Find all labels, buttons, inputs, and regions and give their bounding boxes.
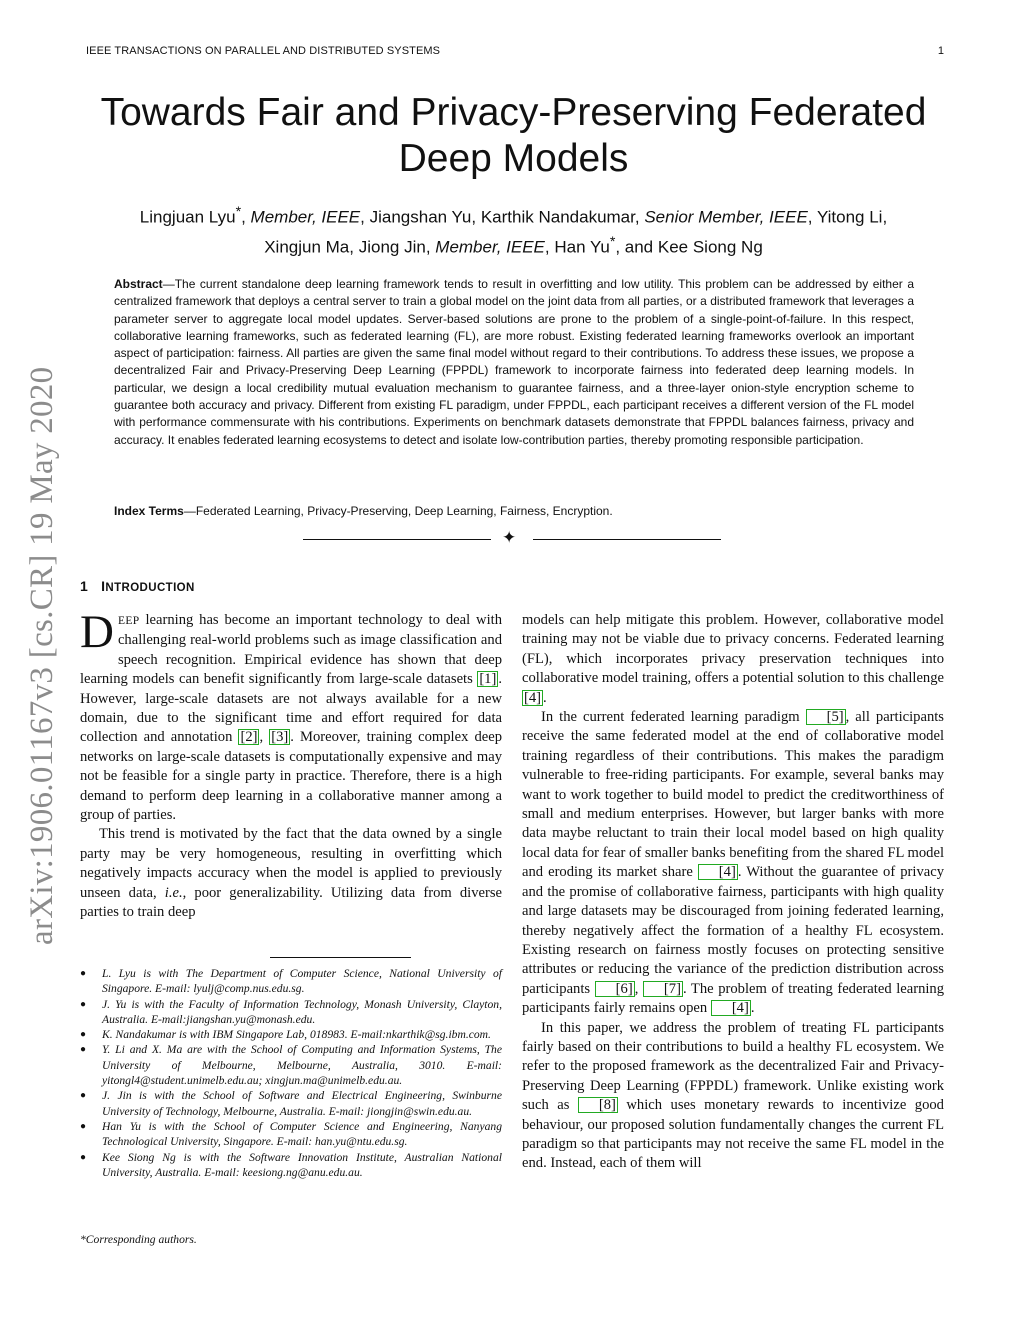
citation-link[interactable]: [5] [806,709,846,725]
footnote-text: Han Yu is with the School of Computer Science and Engineering, Nanyang Technological University, Singapore. E-mail: han.yu@ntu.edu.sg. [102,1119,502,1149]
footnote-item [80,1088,502,1119]
index-terms-label: Index Terms [114,504,184,518]
text-run: models can help mitigate this problem. However, collaborative model training may not be viable due to privacy concerns. Federated learning (FL), which incorporates privacy preservation techniques into collaborative model training, offers a potential solution to this challenge [522,612,944,687]
footnote-text: K. Nandakumar is with IBM Singapore Lab, 018983. E-mail:nkarthik@sg.ibm.com. [102,1028,491,1042]
footnote-text: Y. Li and X. Ma are with the School of Computing and Information Systems, The University of Melbourne, Melbourne, Australia, 3010. E-mail: yitongl4@student.unimelb.edu.au; xingjun.ma@unimelb.edu.au. [102,1043,502,1088]
author-name: Lingjuan Lyu [139,207,236,227]
arxiv-stamp: arXiv:1906.01167v3 [cs.CR] 19 May 2020 [24,366,60,945]
author-name: Jiangshan Yu [369,207,472,227]
author-role: Member, IEEE [435,237,545,257]
text-run: In this paper, we address the problem of treating FL participants fairly based on their contributions to build a healthy FL ecosystem. We refer to the proposed framework as the decentralized Fair and Privacy-Preserving Deep Learning (FPPDL) framework. Unlike existing work such as [522,1019,944,1114]
index-terms-text: Federated Learning, Privacy-Preserving, Deep Learning, Fairness, Encryption. [195,504,613,518]
intro-paragraph-3 [522,611,944,708]
bullet-icon: ● [80,968,87,979]
author-name: Xingjun Ma [264,237,350,257]
abstract: Abstract—The current standalone deep learning framework tends to result in overfitting and low utility. This problem can be addressed by either a centralized framework that deploys a central server to train a global model on the joint data from all parties, or a distributed framework that leverages a parameter server to aggregate local model updates. Server-based solutions are prone to the problem of a single-point-of-failure. In this respect, collaborative learning frameworks, such as federated learning (FL), are more robust. Existing federated learning frameworks overlook an important aspect of participation: fairness. All parties are given the same final model without regard to their contributions. To address these issues, we propose a decentralized Fair and Privacy-Preserving Deep Learning (FPPDL) framework to incorporate fairness into federated deep learning models. In particular, we design a local credibility mutual evaluation mechanism to guarantee fairness, and a three-layer onion-style encryption scheme to guarantee both accuracy and privacy. Different from existing FL paradigm, under FPPDL, each participant receives a different version of the FL model with performance commensurate with his contributions. Experiments on benchmark datasets demonstrate that FPPDL balances fairness, privacy and accuracy. It enables federated learning ecosystems to detect and isolate low-contribution parties, thereby promoting responsible participation. [114,277,914,447]
left-column [80,606,503,923]
section-title-initial: I [101,578,106,594]
dropcap-rest: EEP [117,615,140,627]
author-mark: * [235,204,242,220]
intro-paragraph-1 [80,606,503,825]
citation-link[interactable]: [4] [711,1000,751,1016]
footnote-text: Kee Siong Ng is with the Software Innovation Institute, Australian National University, Australia. E-mail: keesiong.ng@anu.edu.au. [102,1150,502,1179]
page-number: 1 [937,45,944,57]
section-title-rest: NTRODUCTION [105,582,195,594]
right-column [522,611,944,1174]
footnote-text: J. Yu is with the Faculty of Information Technology, Monash University, Clayton, Australia. E-mail:jiangshan.yu@monash.edu. [102,997,502,1026]
diamond-star-icon: ✦ [502,528,517,547]
abstract-text: The current standalone deep learning framework tends to result in overfitting and low utility. This problem can be addressed by either a centralized framework that deploys a central server to train a global model on the joint data from all parties, or a distributed framework that leverages a parameter server to aggregate local model updates. Server-based solutions are prone to the problem of a single-point-of-failure. In this respect, collaborative learning frameworks, such as federated learning (FL), are more robust. Existing federated learning frameworks overlook an important aspect of participation: fairness. All parties are given the same final model without regard to their contributions. To address these issues, we propose a decentralized Fair and Privacy-Preserving Deep Learning (FPPDL) framework to incorporate fairness into federated deep learning models. In particular, we design a local credibility mutual evaluation mechanism to guarantee fairness, and a three-layer onion-style encryption scheme to guarantee both accuracy and privacy. Different from existing FL paradigm, under FPPDL, each participant receives a different version of the FL model with performance commensurate with his contributions. Experiments on benchmark datasets demonstrate that FPPDL balances fairness, privacy and accuracy. It enables federated learning ecosystems to detect and isolate low-contribution parties, thereby promoting responsible participation. [114,277,914,447]
citation-link[interactable]: [2] [240,729,258,746]
citation-link[interactable]: [1] [479,671,497,688]
footnote-item [80,1042,502,1088]
text-run: . Without the guarantee of privacy and the promise of collaborative fairness, participants with high quality and large datasets may be discouraged from joining federated learning, thereby negatively affect the formation of a healthy FL ecosystem. Existing research on fairness mostly focuses on protecting sensitive attributes or reducing the variance of the prediction distribution across participants [522,864,944,997]
footnote-text: L. Lyu is with The Department of Computer Science, National University of Singapore. E-mail: lyulj@comp.nus.edu.sg. [102,967,502,996]
citation-link[interactable]: [4] [524,689,542,706]
bullet-icon: ● [80,1029,87,1041]
running-head: IEEE TRANSACTIONS ON PARALLEL AND DISTRIBUTED SYSTEMS [86,45,441,57]
footnote-item [80,966,502,997]
author-role: Senior Member, IEEE [644,207,808,227]
bullet-icon: ● [80,1044,87,1056]
citation-link[interactable]: [4] [698,864,738,880]
intro-paragraph-2 [80,825,502,922]
author-name: Karthik Nandakumar [480,207,635,227]
footnote-item [80,1119,502,1150]
author-name: Kee Siong Ng [657,237,763,257]
text-run: learning has become an important technology to deal with challenging real-world problems such as image classification and speech recognition. Empirical evidence has shown that deep learning models can benefit significantly from large-scale datasets [80,612,502,688]
author-name: Yitong Li [816,207,883,227]
text-run: . The problem of treating federated learning participants fairly remains open [522,980,945,1017]
author-name: Jiong Jin [358,237,426,257]
text-run: , poor generalizability. Utilizing data from diverse parties to train deep [80,884,503,921]
text-run: . However, large-scale datasets are not always available for a new domain, due to the significant time and effort required for data collection and annotation [80,671,502,746]
text-run: . [543,689,547,706]
index-terms: Index Terms—Federated Learning, Privacy-Preserving, Deep Learning, Fairness, Encryption. [114,504,613,518]
bullet-icon: ● [80,998,87,1010]
text-run: In the current federated learning paradigm [540,709,806,726]
text-run: , [259,729,270,746]
section-number: 1 [80,578,89,594]
author-name: Han Yu [554,237,610,257]
citation-link[interactable]: [3] [271,729,289,746]
text-run: . Moreover, training complex deep networks on large-scale datasets is computationally expensive and may not be feasible for a single party in practice. Therefore, there is a high demand to perform deep learning in a collaborative manner among a group of parties. [80,729,503,824]
text-run: This trend is motivated by the fact that the data owned by a single party may be very homogeneous, resulting in overfitting which negatively impacts accuracy when the model is applied to previously unseen data, [80,826,502,901]
citation-link[interactable]: [7] [643,981,683,997]
divider-right [533,539,721,540]
author-list: Lingjuan Lyu*, Member, IEEE, Jiangshan Yu, Karthik Nandakumar, Senior Member, IEEE, Yitong Li, Xingjun Ma, Jiong Jin, Member, IEEE, Han Yu*, and Kee Siong Ng [139,204,888,257]
dropcap: D [80,606,114,658]
footnote-rule [270,957,411,958]
corresponding-authors-note: *Corresponding authors. [80,1233,197,1246]
footnote-item [80,997,502,1028]
author-mark: * [609,233,616,250]
footnote-item [80,1150,502,1181]
abstract-label: Abstract [114,277,163,291]
citation-link[interactable]: [6] [595,981,635,997]
text-run: , all participants receive the same federated model at the end of collaborative model training regardless of their contributions. This makes the paradigm vulnerable to free-riding participants. For example, several banks may want to work together to build model to predict the creditworthiness of small and medium enterprises. However, but larger banks with more data maybe reluctant to train their local model based on high quality local data for fear of smaller banks benefiting from the shared FL model and eroding its market share [522,709,944,881]
paper-title: Towards Fair and Privacy-Preserving Federated Deep Models [100,91,927,180]
bullet-icon: ● [80,1090,87,1102]
text-run: , [634,980,643,997]
intro-paragraph-5 [522,1019,944,1174]
text-run: i.e. [164,884,183,901]
citation-link[interactable]: [8] [578,1097,618,1113]
footnote-text: J. Jin is with the School of Software and Electrical Engineering, Swinburne University of Technology, Melbourne, Australia. E-mail: jiongjin@swin.edu.au. [102,1089,502,1118]
text-run: . [750,1000,755,1017]
footnote-item [80,1027,502,1042]
section-heading [80,578,195,594]
divider-left [303,539,491,540]
bullet-icon: ● [80,1120,87,1132]
author-role: Member, IEEE [250,207,361,227]
footnotes [80,966,502,1180]
text-run: which uses monetary rewards to incentivize good behaviour, our proposed solution fundamentally changes the current FL paradigm so that participants may not receive the same FL model in the end. Instead, each of them will [522,1097,944,1172]
intro-paragraph-4 [522,708,944,1019]
bullet-icon: ● [80,1151,87,1163]
